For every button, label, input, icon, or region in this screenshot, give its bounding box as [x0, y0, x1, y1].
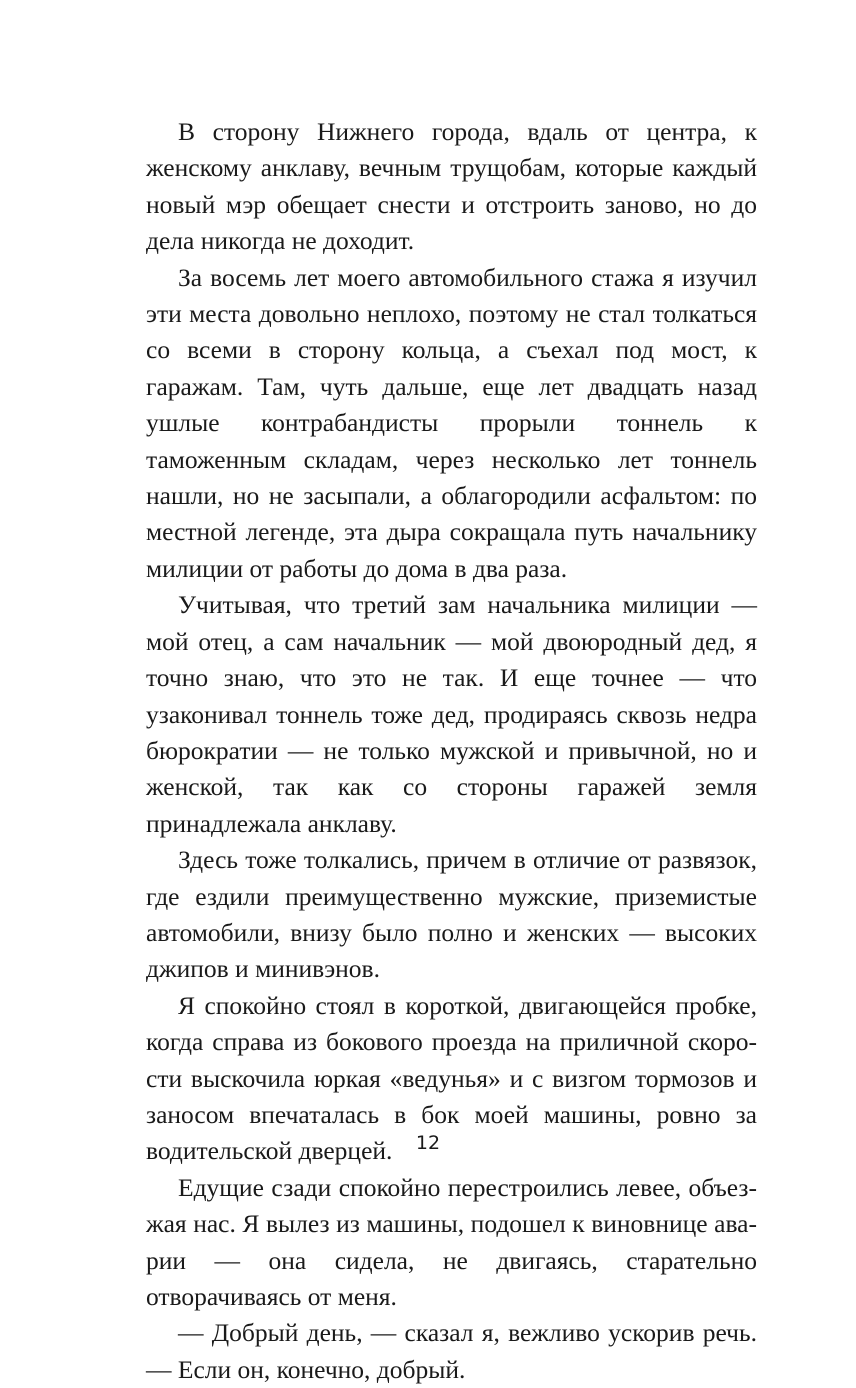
paragraph-5: Я спокойно стоял в короткой, двигающейся пробке, когда справа из бокового проезда на приличной скорости выскочила юркая «ведунья» и с визгом тормозов и заносом впечаталась в бок моей машины, ровно за водительской дверцей.	[146, 990, 757, 1166]
body-text	[146, 114, 757, 1388]
paragraph-2: За восемь лет моего автомобильного стажа я изучил эти места довольно неплохо, поэтому не стал толкаться со всеми в сторону кольца, а съехал под мост, к гаражам. Там, чуть дальше, еще лет двадцать назад ушлые контрабандисты прорыли тоннель к таможенным складам, через несколько лет тоннель нашли, но не засыпали, а облагородили асфальтом: по местной легенде, эта дыра сокращала путь начальнику милиции от работы до дома в два раза.	[146, 262, 757, 583]
paragraph-7: — Добрый день, — сказал я, вежливо ускорив речь. — Если он, конечно, добрый.	[146, 1318, 757, 1384]
paragraph-1: В сторону Нижнего города, вдаль от центра, к женскому анклаву, вечным трущобам, которые каждый новый мэр обещает снести и отстроить заново, но до дела никогда не доходит.	[146, 117, 757, 256]
paragraph-6: Едущие сзади спокойно перестроились левее, объезжая нас. Я вылез из машины, подошел к виновнице аварии — она сидела, не двигаясь, старательно отворачиваясь от меня.	[146, 1172, 757, 1311]
page-number: 12	[415, 1132, 441, 1154]
paragraph-4: Здесь тоже толкались, причем в отличие от развязок, где ездили преимущественно мужские, приземистые автомобили, внизу было полно и женских — высоких джипов и минивэнов.	[146, 845, 757, 984]
paragraph-3: Учитывая, что третий зам начальника милиции — мой отец, а сам начальник — мой двоюродный дед, я точно знаю, что это не так. И еще точнее — что узаконивал тоннель тоже дед, продираясь сквозь недра бюрократии — не только мужской и привычной, но и женской, так как со стороны гаражей земля принадлежала анклаву.	[146, 590, 757, 838]
